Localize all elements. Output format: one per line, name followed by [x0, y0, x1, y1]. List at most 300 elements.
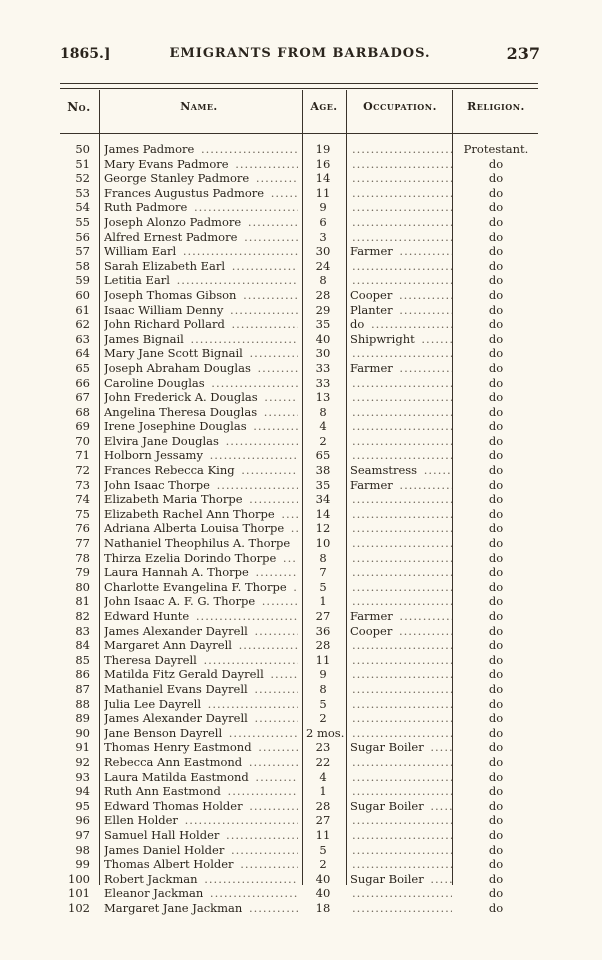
row-age: 38	[315, 463, 331, 478]
row-religion: do	[488, 681, 504, 696]
row-number: 58	[75, 258, 90, 273]
row-religion: do	[488, 638, 504, 653]
column-header-rule	[60, 133, 538, 136]
row-age: 27	[315, 609, 331, 623]
row-religion: do	[488, 652, 504, 667]
row-occupation	[350, 419, 452, 434]
row-age: 8	[319, 681, 327, 696]
table-row	[60, 463, 538, 478]
row-name: Isaac William Denny .....	[104, 303, 298, 318]
row-age: 18	[315, 900, 331, 915]
row-number: 98	[75, 842, 90, 857]
table-row	[60, 682, 538, 697]
row-religion: do	[488, 521, 504, 536]
row-religion: do	[488, 696, 504, 711]
row-religion: do	[488, 244, 504, 259]
row-age: 10	[315, 536, 331, 551]
row-age: 11	[315, 827, 331, 842]
table-row	[60, 667, 538, 682]
row-age: 1	[319, 594, 327, 609]
table-row	[60, 186, 538, 201]
row-name: James Alexander Dayrell .....	[104, 624, 298, 639]
header-year: 1865.]	[60, 46, 111, 62]
table-row	[60, 157, 538, 172]
row-number: 57	[75, 244, 90, 259]
table-row	[60, 492, 538, 507]
row-number: 53	[75, 185, 90, 200]
table-row	[60, 346, 538, 361]
row-number: 100	[68, 871, 90, 886]
table-row	[60, 171, 538, 186]
row-age: 35	[315, 317, 331, 332]
row-age: 23	[315, 740, 331, 755]
table-row	[60, 755, 538, 770]
row-number: 88	[75, 696, 90, 711]
table-row	[60, 405, 538, 420]
table-row	[60, 784, 538, 799]
row-name: Laura Matilda Eastmond .....	[104, 770, 298, 785]
row-name: Ruth Ann Eastmond .....	[104, 784, 298, 799]
row-religion: do	[488, 711, 504, 726]
table-row	[60, 521, 538, 536]
row-religion: do	[488, 900, 504, 915]
row-age: 30	[315, 346, 331, 361]
table-row	[60, 215, 538, 230]
row-religion: do	[488, 419, 504, 434]
table-row	[60, 376, 538, 391]
row-occupation	[350, 667, 452, 682]
table-row	[60, 448, 538, 463]
row-occupation	[350, 697, 452, 712]
row-name: John Frederick A. Douglas .....	[104, 390, 298, 405]
row-number: 79	[75, 565, 90, 580]
row-occupation	[350, 886, 452, 901]
table-row	[60, 230, 538, 245]
row-age: 13	[315, 390, 331, 405]
row-number: 99	[75, 857, 90, 872]
row-name: James Daniel Holder .....	[104, 843, 298, 858]
row-number: 68	[75, 404, 90, 419]
row-age: 12	[315, 521, 331, 536]
table-row	[60, 697, 538, 712]
table-row	[60, 813, 538, 828]
row-number: 94	[75, 784, 90, 799]
row-religion: do	[488, 390, 504, 405]
row-religion: do	[488, 433, 504, 448]
row-occupation: Cooper .....	[350, 288, 452, 303]
row-age: 11	[315, 185, 331, 200]
row-occupation: Shipwright .....	[350, 332, 452, 347]
row-religion: do	[488, 769, 504, 784]
table-row	[60, 653, 538, 668]
row-religion: do	[488, 579, 504, 594]
row-name: Joseph Abraham Douglas .....	[104, 361, 298, 376]
row-age: 28	[315, 798, 331, 813]
row-occupation	[350, 521, 452, 536]
header-rule	[60, 83, 538, 89]
row-name: Eleanor Jackman .....	[104, 886, 298, 901]
column-header-religion: Religion.	[467, 100, 525, 113]
row-number: 65	[75, 360, 90, 375]
emigrant-table	[60, 142, 538, 915]
row-age: 5	[319, 842, 327, 857]
table-row	[60, 857, 538, 872]
row-number: 67	[75, 390, 90, 405]
row-name: Angelina Theresa Douglas .....	[104, 405, 298, 420]
table-row	[60, 244, 538, 259]
row-religion: do	[488, 857, 504, 872]
row-name: Mathaniel Evans Dayrell .....	[104, 682, 298, 697]
row-name: Alfred Ernest Padmore .....	[104, 230, 298, 245]
row-number: 77	[75, 536, 90, 551]
row-age: 34	[315, 492, 331, 507]
table-row	[60, 273, 538, 288]
row-name: Joseph Thomas Gibson .....	[104, 288, 298, 303]
row-age: 5	[319, 696, 327, 711]
table-row	[60, 770, 538, 785]
row-number: 70	[75, 433, 90, 448]
row-age: 8	[319, 273, 327, 288]
row-age: 8	[319, 550, 327, 565]
row-age: 11	[315, 652, 331, 667]
row-religion: do	[488, 740, 504, 755]
row-number: 91	[75, 740, 90, 755]
row-name: Elizabeth Maria Thorpe .....	[104, 492, 298, 507]
row-number: 81	[75, 594, 90, 609]
row-name: Sarah Elizabeth Earl .....	[104, 259, 298, 274]
row-occupation	[350, 434, 452, 449]
table-row	[60, 288, 538, 303]
row-occupation: Farmer .....	[350, 609, 452, 624]
row-occupation: Farmer .....	[350, 478, 452, 493]
row-name: Thirza Ezelia Dorindo Thorpe .....	[104, 551, 298, 566]
table-row	[60, 740, 538, 755]
row-religion: do	[488, 784, 504, 799]
running-head	[60, 46, 540, 66]
row-occupation: do .....	[350, 317, 452, 332]
row-age: 4	[319, 769, 327, 784]
row-name: John Isaac Thorpe .....	[104, 478, 298, 493]
row-name: Theresa Dayrell .....	[104, 653, 298, 668]
row-religion: do	[488, 550, 504, 565]
table-row	[60, 259, 538, 274]
row-name: Julia Lee Dayrell .....	[104, 697, 298, 712]
table-row	[60, 303, 538, 318]
row-name: John Isaac A. F. G. Thorpe .....	[104, 594, 298, 609]
row-religion: do	[488, 565, 504, 580]
row-number: 51	[75, 156, 90, 171]
row-age: 19	[315, 142, 331, 156]
row-occupation	[350, 901, 452, 916]
row-occupation	[350, 142, 452, 157]
row-occupation	[350, 711, 452, 726]
row-occupation	[350, 565, 452, 580]
row-occupation: Cooper .....	[350, 624, 452, 639]
table-row	[60, 726, 538, 741]
row-age: 40	[315, 871, 331, 886]
row-occupation	[350, 653, 452, 668]
row-religion: do	[488, 185, 504, 200]
row-number: 50	[75, 142, 90, 156]
row-number: 85	[75, 652, 90, 667]
row-number: 75	[75, 506, 90, 521]
table-row	[60, 551, 538, 566]
row-name: Edward Hunte .....	[104, 609, 298, 624]
row-age: 35	[315, 477, 331, 492]
row-age: 36	[315, 623, 331, 638]
row-age: 9	[319, 667, 327, 682]
row-number: 84	[75, 638, 90, 653]
row-name: Mary Jane Scott Bignail .....	[104, 346, 298, 361]
table-row	[60, 901, 538, 916]
row-number: 101	[68, 886, 90, 901]
row-religion: do	[488, 463, 504, 478]
row-age: 5	[319, 579, 327, 594]
table-row	[60, 478, 538, 493]
table-row	[60, 799, 538, 814]
row-occupation	[350, 682, 452, 697]
row-occupation	[350, 259, 452, 274]
table-row	[60, 434, 538, 449]
row-number: 52	[75, 171, 90, 186]
row-age: 14	[315, 506, 331, 521]
row-number: 89	[75, 711, 90, 726]
row-name: Caroline Douglas .....	[104, 376, 298, 391]
row-age: 40	[315, 331, 331, 346]
row-occupation	[350, 536, 452, 551]
row-age: 40	[315, 886, 331, 901]
table-row	[60, 332, 538, 347]
row-religion: do	[488, 623, 504, 638]
row-occupation	[350, 770, 452, 785]
row-religion: do	[488, 258, 504, 273]
row-occupation	[350, 813, 452, 828]
row-number: 87	[75, 681, 90, 696]
row-number: 63	[75, 331, 90, 346]
row-number: 60	[75, 287, 90, 302]
row-age: 2 mos.	[306, 725, 345, 740]
row-religion: do	[488, 754, 504, 769]
row-occupation	[350, 157, 452, 172]
column-header-occupation: Occupation.	[363, 100, 437, 113]
row-number: 55	[75, 214, 90, 229]
row-religion: do	[488, 317, 504, 332]
row-occupation	[350, 186, 452, 201]
row-name: William Earl .....	[104, 244, 298, 259]
row-occupation	[350, 843, 452, 858]
row-occupation	[350, 857, 452, 872]
row-number: 96	[75, 813, 90, 828]
row-religion: do	[488, 171, 504, 186]
row-number: 80	[75, 579, 90, 594]
row-number: 92	[75, 754, 90, 769]
row-number: 76	[75, 521, 90, 536]
row-name: Elvira Jane Douglas .....	[104, 434, 298, 449]
row-religion: do	[488, 827, 504, 842]
row-age: 14	[315, 171, 331, 186]
table-row	[60, 711, 538, 726]
row-occupation: Farmer .....	[350, 361, 452, 376]
column-header-name: Name.	[180, 100, 218, 113]
row-name: John Richard Pollard .....	[104, 317, 298, 332]
row-religion: do	[488, 404, 504, 419]
table-row	[60, 419, 538, 434]
row-name: Adriana Alberta Louisa Thorpe .....	[104, 521, 298, 536]
row-religion: do	[488, 360, 504, 375]
row-religion: do	[488, 536, 504, 551]
row-occupation	[350, 594, 452, 609]
row-age: 1	[319, 784, 327, 799]
row-name: Joseph Alonzo Padmore .....	[104, 215, 298, 230]
row-name: James Alexander Dayrell .....	[104, 711, 298, 726]
row-age: 8	[319, 404, 327, 419]
row-occupation	[350, 551, 452, 566]
row-occupation: Farmer .....	[350, 244, 452, 259]
row-name: Thomas Albert Holder .....	[104, 857, 298, 872]
row-name: Samuel Hall Holder .....	[104, 828, 298, 843]
row-occupation	[350, 346, 452, 361]
row-number: 64	[75, 346, 90, 361]
row-religion: do	[488, 886, 504, 901]
row-age: 33	[315, 375, 331, 390]
row-occupation: Sugar Boiler .....	[350, 872, 452, 887]
row-number: 56	[75, 229, 90, 244]
table-row	[60, 317, 538, 332]
row-age: 65	[315, 448, 331, 463]
row-age: 9	[319, 200, 327, 215]
row-number: 78	[75, 550, 90, 565]
row-name: Holborn Jessamy .....	[104, 448, 298, 463]
row-number: 86	[75, 667, 90, 682]
row-religion: do	[488, 609, 504, 623]
row-name: Margaret Ann Dayrell .....	[104, 638, 298, 653]
table-row	[60, 843, 538, 858]
row-age: 33	[315, 360, 331, 375]
row-occupation	[350, 200, 452, 215]
row-occupation	[350, 273, 452, 288]
row-occupation: Planter .....	[350, 303, 452, 318]
row-age: 28	[315, 638, 331, 653]
row-number: 66	[75, 375, 90, 390]
row-name: Frances Augustus Padmore .....	[104, 186, 298, 201]
row-age: 2	[319, 857, 327, 872]
row-occupation	[350, 755, 452, 770]
row-name: Robert Jackman .....	[104, 872, 298, 887]
row-name: Edward Thomas Holder .....	[104, 799, 298, 814]
table-row	[60, 594, 538, 609]
row-occupation	[350, 215, 452, 230]
row-number: 93	[75, 769, 90, 784]
column-header-age: Age.	[310, 100, 338, 113]
row-occupation	[350, 376, 452, 391]
table-row	[60, 361, 538, 376]
row-number: 73	[75, 477, 90, 492]
row-name: Letitia Earl .....	[104, 273, 298, 288]
table-row	[60, 886, 538, 901]
row-religion: do	[488, 871, 504, 886]
header-title: EMIGRANTS FROM BARBADOS.	[169, 46, 431, 61]
row-age: 29	[315, 302, 331, 317]
row-age: 6	[319, 214, 327, 229]
row-religion: do	[488, 302, 504, 317]
row-occupation	[350, 171, 452, 186]
row-age: 4	[319, 419, 327, 434]
table-row	[60, 828, 538, 843]
row-occupation: Sugar Boiler .....	[350, 740, 452, 755]
row-number: 59	[75, 273, 90, 288]
row-name: Irene Josephine Douglas .....	[104, 419, 298, 434]
row-age: 2	[319, 433, 327, 448]
column-headers	[60, 90, 538, 130]
table-row	[60, 390, 538, 405]
row-age: 27	[315, 813, 331, 828]
row-occupation	[350, 405, 452, 420]
row-name: George Stanley Padmore .....	[104, 171, 298, 186]
row-occupation	[350, 784, 452, 799]
row-age: 28	[315, 287, 331, 302]
row-name: Frances Rebecca King .....	[104, 463, 298, 478]
row-religion: do	[488, 200, 504, 215]
row-occupation	[350, 638, 452, 653]
row-name: Thomas Henry Eastmond .....	[104, 740, 298, 755]
row-religion: do	[488, 287, 504, 302]
row-number: 83	[75, 623, 90, 638]
row-number: 69	[75, 419, 90, 434]
row-religion: do	[488, 346, 504, 361]
row-religion: Protestant.	[463, 142, 529, 156]
row-religion: do	[488, 448, 504, 463]
row-number: 82	[75, 609, 90, 623]
row-name: Elizabeth Rachel Ann Thorpe .....	[104, 507, 298, 522]
row-religion: do	[488, 331, 504, 346]
table-row	[60, 200, 538, 215]
row-age: 2	[319, 711, 327, 726]
table-row	[60, 624, 538, 639]
row-name: Ellen Holder .....	[104, 813, 298, 828]
row-name: Margaret Jane Jackman .....	[104, 901, 298, 916]
row-religion: do	[488, 477, 504, 492]
table-row	[60, 536, 538, 551]
row-occupation	[350, 230, 452, 245]
row-occupation	[350, 492, 452, 507]
row-religion: do	[488, 725, 504, 740]
row-number: 97	[75, 827, 90, 842]
table-row	[60, 580, 538, 595]
row-name: Nathaniel Theophilus A. Thorpe .....	[104, 536, 298, 551]
row-name: Mary Evans Padmore .....	[104, 157, 298, 172]
row-occupation: Sugar Boiler .....	[350, 799, 452, 814]
row-name: Charlotte Evangelina F. Thorpe .....	[104, 580, 298, 595]
row-occupation: Seamstress .....	[350, 463, 452, 478]
row-number: 95	[75, 798, 90, 813]
row-number: 61	[75, 302, 90, 317]
row-occupation	[350, 448, 452, 463]
row-name: James Bignail .....	[104, 332, 298, 347]
column-header-no: No.	[67, 100, 91, 114]
row-age: 30	[315, 244, 331, 259]
row-age: 3	[319, 229, 327, 244]
table-row	[60, 565, 538, 580]
row-religion: do	[488, 667, 504, 682]
page-number: 237	[506, 44, 540, 63]
row-religion: do	[488, 156, 504, 171]
row-religion: do	[488, 798, 504, 813]
row-name: Jane Benson Dayrell .....	[104, 726, 298, 741]
row-religion: do	[488, 229, 504, 244]
row-name: Matilda Fitz Gerald Dayrell .....	[104, 667, 298, 682]
row-occupation	[350, 828, 452, 843]
row-occupation	[350, 507, 452, 522]
